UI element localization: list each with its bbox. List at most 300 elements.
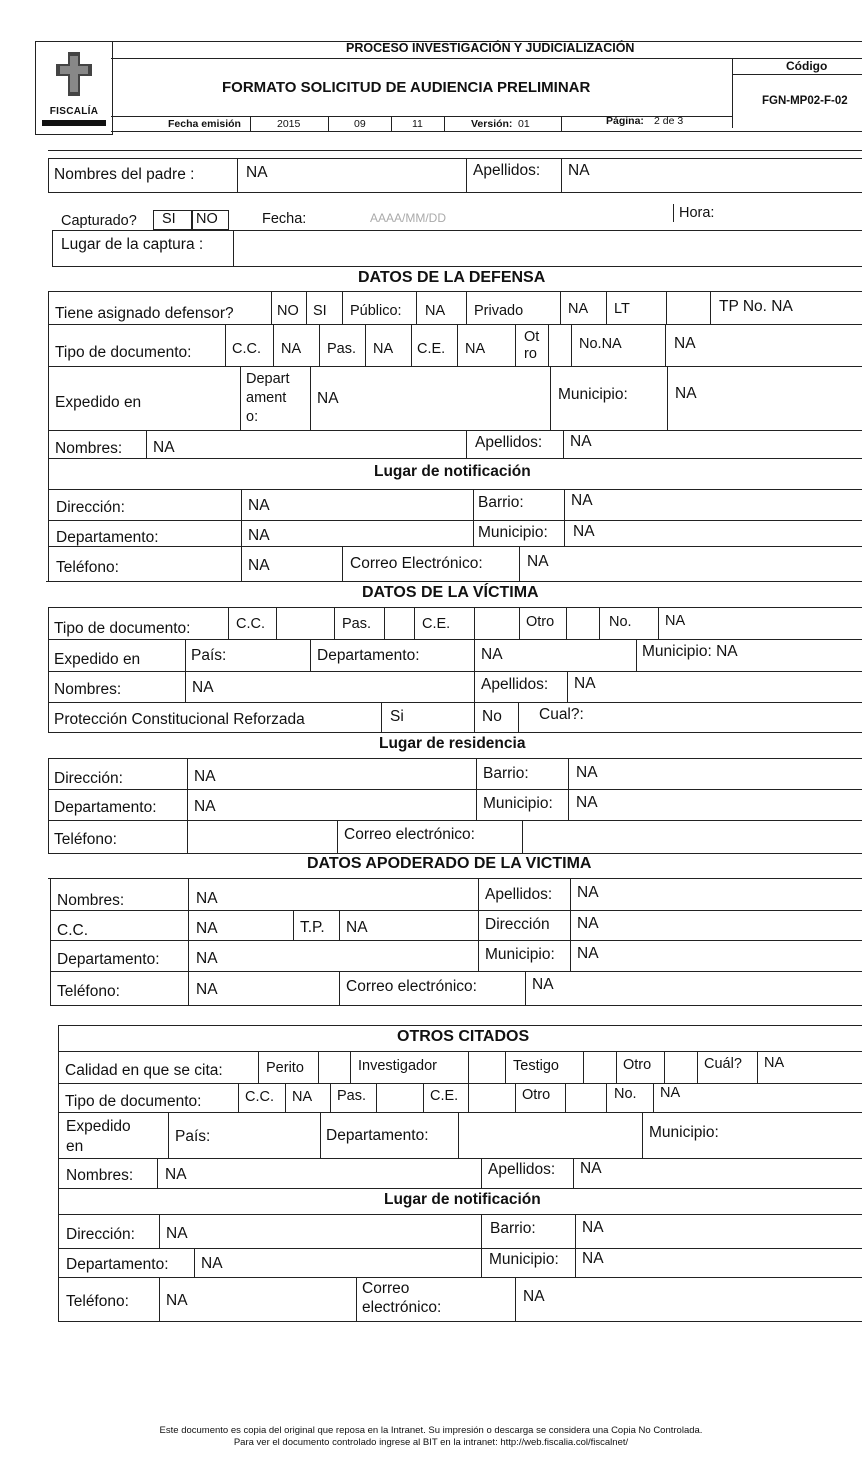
residencia-municipio-value[interactable]: NA bbox=[576, 794, 598, 811]
footer-line-1: Este documento es copia del original que reposa en la Intranet. Su impresión o descarga se considera una Copia No Controlada. bbox=[159, 1425, 703, 1436]
col-line bbox=[481, 1158, 482, 1188]
defensa-municipio2-value[interactable]: NA bbox=[573, 523, 595, 540]
otros-nombres-label: Nombres: bbox=[66, 1167, 134, 1184]
col-line bbox=[376, 1083, 377, 1112]
col-line bbox=[330, 1083, 331, 1112]
col-line bbox=[474, 639, 475, 732]
defensa-apellidos-label: Apellidos: bbox=[475, 434, 543, 451]
capturado-label: Capturado? bbox=[61, 213, 137, 229]
defensa-nombres-value[interactable]: NA bbox=[153, 439, 175, 456]
col-line bbox=[710, 291, 711, 324]
col-line bbox=[416, 291, 417, 324]
col-line bbox=[48, 489, 49, 581]
otros-cc-value[interactable]: NA bbox=[292, 1089, 313, 1105]
col-line bbox=[697, 1051, 698, 1083]
victima-no-label: No. bbox=[609, 614, 632, 630]
meta-sep bbox=[561, 116, 562, 131]
col-line bbox=[664, 1051, 665, 1083]
otros-correo-value[interactable]: NA bbox=[523, 1288, 545, 1305]
col-line bbox=[50, 878, 51, 1005]
victima-nombres-value[interactable]: NA bbox=[192, 679, 214, 696]
defensa-departamento-label: Departamento: bbox=[56, 529, 159, 546]
apoderado-apellidos-value[interactable]: NA bbox=[577, 884, 599, 901]
format-title: FORMATO SOLICITUD DE AUDIENCIA PRELIMINAR bbox=[222, 79, 591, 96]
defensa-departamento-value[interactable]: NA bbox=[248, 527, 270, 544]
defensa-depto-value[interactable]: NA bbox=[317, 390, 339, 407]
lugar-captura-label: Lugar de la captura : bbox=[61, 236, 204, 253]
residencia-direccion-label: Dirección: bbox=[54, 770, 123, 787]
residencia-telefono-label: Teléfono: bbox=[54, 831, 117, 848]
defensa-depto-line3: o: bbox=[246, 409, 259, 425]
otros-title: OTROS CITADOS bbox=[397, 1028, 530, 1045]
col-line bbox=[636, 639, 637, 671]
defensa-title: DATOS DE LA DEFENSA bbox=[358, 269, 546, 286]
apoderado-direccion-label: Dirección bbox=[485, 916, 550, 933]
col-line bbox=[606, 291, 607, 324]
col-line bbox=[285, 1083, 286, 1112]
col-line bbox=[561, 158, 562, 192]
row-line bbox=[48, 639, 862, 640]
row-line bbox=[48, 192, 862, 193]
tp-label[interactable]: TP No. NA bbox=[719, 298, 793, 315]
otros-barrio-label: Barrio: bbox=[490, 1220, 536, 1237]
fecha-emision-label: Fecha emisión bbox=[168, 118, 241, 130]
col-line bbox=[653, 1083, 654, 1112]
pagina-label: Página: bbox=[606, 115, 644, 127]
col-line bbox=[473, 489, 474, 546]
victima-pas-label: Pas. bbox=[342, 616, 372, 632]
apoderado-tp-value[interactable]: NA bbox=[346, 919, 368, 936]
otros-telefono-value[interactable]: NA bbox=[166, 1292, 188, 1309]
row-line bbox=[48, 820, 862, 821]
victima-departamento-label: Departamento: bbox=[317, 647, 420, 664]
col-line bbox=[306, 291, 307, 324]
col-line bbox=[560, 291, 561, 324]
row-line bbox=[48, 853, 862, 854]
row-line bbox=[48, 430, 862, 431]
victima-tipo-doc-label: Tipo de documento: bbox=[54, 620, 191, 637]
defensa-apellidos-value[interactable]: NA bbox=[570, 433, 592, 450]
defensa-otro-line2: ro bbox=[524, 346, 537, 362]
col-line bbox=[48, 607, 49, 732]
calidad-investigador: Investigador bbox=[358, 1058, 437, 1074]
row-line bbox=[48, 546, 862, 547]
apoderado-municipio-label: Municipio: bbox=[485, 946, 555, 963]
otros-notif-title: Lugar de notificación bbox=[384, 1191, 541, 1208]
fecha-field[interactable]: AAAA/MM/DD bbox=[370, 211, 447, 225]
otros-municipio-label: Municipio: bbox=[649, 1124, 719, 1141]
row-line bbox=[48, 878, 862, 879]
row-line bbox=[48, 150, 862, 151]
otros-municipio2-value[interactable]: NA bbox=[582, 1250, 604, 1267]
col-line bbox=[519, 607, 520, 639]
asignado-label: Tiene asignado defensor? bbox=[55, 305, 234, 322]
col-line bbox=[571, 324, 572, 366]
otros-ce-label: C.E. bbox=[430, 1088, 459, 1104]
col-line bbox=[518, 702, 519, 732]
col-line bbox=[318, 1051, 319, 1083]
residencia-barrio-value[interactable]: NA bbox=[576, 764, 598, 781]
row-line bbox=[58, 1321, 862, 1322]
apoderado-nombres-label: Nombres: bbox=[57, 892, 125, 909]
otros-departamento2-value[interactable]: NA bbox=[201, 1255, 223, 1272]
victima-apellidos-label: Apellidos: bbox=[481, 676, 549, 693]
defensa-municipio2-label: Municipio: bbox=[478, 524, 548, 541]
col-line bbox=[515, 324, 516, 366]
defensa-expedido-label: Expedido en bbox=[55, 394, 142, 411]
row-line bbox=[48, 458, 862, 459]
col-line bbox=[194, 1248, 195, 1277]
row-line bbox=[48, 702, 862, 703]
apoderado-cc-label: C.C. bbox=[57, 922, 88, 939]
otros-departamento2-label: Departamento: bbox=[66, 1256, 169, 1273]
col-line bbox=[320, 1112, 321, 1158]
otros-tipo-doc-label: Tipo de documento: bbox=[65, 1093, 202, 1110]
row-line bbox=[58, 1051, 862, 1052]
row-line bbox=[58, 1277, 862, 1278]
defensa-pas-value[interactable]: NA bbox=[373, 341, 394, 357]
residencia-municipio-label: Municipio: bbox=[483, 795, 553, 812]
row-line bbox=[48, 789, 862, 790]
row-line bbox=[58, 1025, 862, 1026]
proteccion-si[interactable]: Si bbox=[390, 708, 404, 725]
row-line bbox=[58, 1158, 862, 1159]
defensa-otro-line1: Ot bbox=[524, 329, 540, 345]
defensa-cc-label: C.C. bbox=[232, 341, 261, 357]
otros-apellidos-label: Apellidos: bbox=[488, 1161, 556, 1178]
row-line bbox=[48, 758, 862, 759]
col-line bbox=[665, 324, 666, 366]
col-line bbox=[548, 324, 549, 366]
version-value: 01 bbox=[518, 118, 530, 130]
calidad-cual-value[interactable]: NA bbox=[764, 1055, 785, 1071]
otros-correo-line1: Correo bbox=[362, 1280, 410, 1297]
defensa-pas-label: Pas. bbox=[327, 341, 357, 357]
defensa-depto-line1: Depart bbox=[246, 371, 290, 387]
col-line bbox=[271, 291, 272, 324]
otros-cc-label: C.C. bbox=[245, 1089, 274, 1105]
col-line bbox=[519, 546, 520, 581]
col-line bbox=[240, 366, 241, 430]
col-line bbox=[310, 639, 311, 671]
fiscalia-logo bbox=[35, 41, 113, 135]
defensa-ce-value[interactable]: NA bbox=[465, 341, 486, 357]
otros-no-value[interactable]: NA bbox=[660, 1085, 681, 1101]
col-line bbox=[342, 291, 343, 324]
otros-pais-label: País: bbox=[175, 1128, 211, 1145]
victima-pais-label: País: bbox=[191, 647, 227, 664]
otros-no-label: No. bbox=[614, 1086, 637, 1102]
col-line bbox=[233, 230, 234, 266]
col-line bbox=[411, 324, 412, 366]
defensa-cc-value[interactable]: NA bbox=[281, 341, 302, 357]
otros-correo-line2: electrónico: bbox=[362, 1299, 442, 1316]
apoderado-nombres-value[interactable]: NA bbox=[196, 890, 218, 907]
col-line bbox=[573, 1158, 574, 1188]
row-line bbox=[52, 230, 862, 231]
col-line bbox=[339, 910, 340, 940]
col-line bbox=[642, 1112, 643, 1158]
col-line bbox=[474, 607, 475, 639]
row-line bbox=[48, 607, 862, 608]
fecha-year: 2015 bbox=[277, 118, 301, 130]
otros-expedido-line1: Expedido bbox=[66, 1118, 131, 1135]
col-line bbox=[342, 546, 343, 581]
victima-ce-label: C.E. bbox=[422, 616, 451, 632]
codigo-label: Código bbox=[786, 59, 828, 73]
row-line bbox=[58, 1248, 862, 1249]
col-line bbox=[458, 1112, 459, 1158]
publico-label: Público: bbox=[350, 303, 402, 319]
version-label: Versión: bbox=[471, 118, 513, 130]
row-line bbox=[50, 940, 862, 941]
col-line bbox=[365, 324, 366, 366]
lt-label: LT bbox=[614, 301, 630, 317]
footer-line-2: Para ver el documento controlado ingrese al BIT en la intranet: http://web.fiscalia.col/fiscalnet/ bbox=[233, 1437, 629, 1449]
victima-municipio-label[interactable]: Municipio: NA bbox=[642, 643, 738, 660]
defensa-municipio-value[interactable]: NA bbox=[675, 385, 697, 402]
col-line bbox=[505, 1051, 506, 1083]
victima-expedido-label: Expedido en bbox=[54, 651, 141, 668]
apoderado-departamento-value[interactable]: NA bbox=[196, 950, 218, 967]
col-line bbox=[575, 1214, 576, 1277]
capturado-no: NO bbox=[196, 211, 218, 227]
col-line bbox=[237, 158, 238, 192]
col-line bbox=[468, 1051, 469, 1083]
otros-barrio-value[interactable]: NA bbox=[582, 1219, 604, 1236]
col-line bbox=[666, 291, 667, 324]
victima-nombres-label: Nombres: bbox=[54, 681, 122, 698]
col-line bbox=[293, 910, 294, 940]
col-line bbox=[188, 878, 189, 1005]
row-line bbox=[50, 1005, 862, 1006]
col-line bbox=[48, 758, 49, 853]
fiscalia-emblem-icon bbox=[54, 50, 94, 98]
col-line bbox=[565, 1083, 566, 1112]
apoderado-correo-value[interactable]: NA bbox=[532, 976, 554, 993]
otros-nombres-value[interactable]: NA bbox=[165, 1166, 187, 1183]
residencia-barrio-label: Barrio: bbox=[483, 765, 529, 782]
col-line bbox=[238, 1083, 239, 1112]
apoderado-apellidos-label: Apellidos: bbox=[485, 886, 553, 903]
otros-pas-label: Pas. bbox=[337, 1088, 367, 1104]
defensa-telefono-value[interactable]: NA bbox=[248, 557, 270, 574]
privado-label: Privado bbox=[474, 303, 524, 319]
victima-apellidos-value[interactable]: NA bbox=[574, 675, 596, 692]
defensor-si[interactable]: SI bbox=[313, 303, 327, 319]
row-line bbox=[58, 1188, 862, 1189]
col-line bbox=[159, 1214, 160, 1248]
row-line bbox=[46, 581, 862, 582]
col-line bbox=[319, 324, 320, 366]
fecha-month: 09 bbox=[354, 118, 366, 130]
defensor-no[interactable]: NO bbox=[277, 303, 299, 319]
hora-label: Hora: bbox=[679, 205, 715, 221]
otros-direccion-label: Dirección: bbox=[66, 1226, 135, 1243]
residencia-correo-label: Correo electrónico: bbox=[344, 826, 475, 843]
col-line bbox=[468, 1083, 469, 1112]
defensa-municipio-label: Municipio: bbox=[558, 386, 628, 403]
proteccion-label: Protección Constitucional Reforzada bbox=[54, 711, 305, 728]
col-line bbox=[466, 430, 467, 458]
row-line bbox=[48, 158, 862, 159]
col-line bbox=[673, 204, 674, 222]
col-line bbox=[466, 158, 467, 192]
apoderado-telefono-value[interactable]: NA bbox=[196, 981, 218, 998]
defensa-no-value[interactable]: NA bbox=[674, 335, 696, 352]
apoderado-departamento-label: Departamento: bbox=[57, 951, 160, 968]
otros-departamento-label: Departamento: bbox=[326, 1127, 429, 1144]
col-line bbox=[564, 489, 565, 546]
col-line bbox=[466, 291, 467, 324]
otros-direccion-value[interactable]: NA bbox=[166, 1225, 188, 1242]
padre-label: Nombres del padre : bbox=[54, 166, 195, 183]
apoderado-municipio-value[interactable]: NA bbox=[577, 945, 599, 962]
col-line bbox=[550, 366, 551, 430]
otros-otro-label: Otro bbox=[522, 1087, 551, 1103]
process-title: PROCESO INVESTIGACIÓN Y JUDICIALIZACIÓN bbox=[346, 41, 635, 55]
row-line bbox=[48, 520, 862, 521]
victima-title: DATOS DE LA VÍCTIMA bbox=[362, 584, 539, 601]
victima-departamento-value[interactable]: NA bbox=[481, 646, 503, 663]
logo-bar bbox=[42, 120, 106, 126]
otros-telefono-label: Teléfono: bbox=[66, 1293, 129, 1310]
defensa-telefono-label: Teléfono: bbox=[56, 559, 119, 576]
header-meta-bottom bbox=[111, 131, 862, 132]
residencia-departamento-value[interactable]: NA bbox=[194, 798, 216, 815]
col-line bbox=[567, 671, 568, 702]
row-line bbox=[50, 910, 862, 911]
defensa-tipo-doc-label: Tipo de documento: bbox=[55, 344, 192, 361]
residencia-departamento-label: Departamento: bbox=[54, 799, 157, 816]
meta-sep bbox=[444, 116, 445, 131]
privado-value[interactable]: NA bbox=[568, 301, 589, 317]
defensa-ce-label: C.E. bbox=[417, 341, 446, 357]
col-line bbox=[48, 158, 49, 192]
col-line bbox=[566, 607, 567, 639]
apoderado-correo-label: Correo electrónico: bbox=[346, 978, 477, 995]
col-line bbox=[241, 489, 242, 581]
padre-value[interactable]: NA bbox=[246, 164, 268, 181]
col-line bbox=[606, 1083, 607, 1112]
meta-sep bbox=[391, 116, 392, 131]
logo-text: FISCALÍA bbox=[49, 106, 99, 117]
defensa-direccion-value[interactable]: NA bbox=[248, 497, 270, 514]
padre-apellidos-value[interactable]: NA bbox=[568, 162, 590, 179]
col-line bbox=[225, 324, 226, 366]
col-line bbox=[570, 878, 571, 971]
row-line bbox=[52, 266, 862, 267]
row-line bbox=[48, 732, 862, 733]
residencia-direccion-value[interactable]: NA bbox=[194, 768, 216, 785]
otros-municipio2-label: Municipio: bbox=[489, 1251, 559, 1268]
otros-expedido-line2: en bbox=[66, 1138, 84, 1155]
codigo-value: FGN-MP02-F-02 bbox=[762, 95, 848, 107]
col-line bbox=[157, 1158, 158, 1188]
meta-sep bbox=[328, 116, 329, 131]
apoderado-telefono-label: Teléfono: bbox=[57, 983, 120, 1000]
col-line bbox=[667, 366, 668, 430]
col-line bbox=[616, 1051, 617, 1083]
col-line bbox=[146, 430, 147, 458]
victima-no-value[interactable]: NA bbox=[665, 613, 686, 629]
apoderado-title: DATOS APODERADO DE LA VICTIMA bbox=[307, 855, 592, 872]
calidad-otro: Otro bbox=[623, 1057, 652, 1073]
calidad-label: Calidad en que se cita: bbox=[65, 1062, 223, 1079]
defensa-correo-label: Correo Electrónico: bbox=[350, 555, 483, 572]
col-line bbox=[515, 1277, 516, 1321]
defensa-nombres-label: Nombres: bbox=[55, 440, 123, 457]
col-line bbox=[350, 1051, 351, 1083]
calidad-testigo: Testigo bbox=[513, 1058, 559, 1074]
col-line bbox=[658, 607, 659, 639]
col-line bbox=[337, 820, 338, 853]
victima-otro-label: Otro bbox=[526, 614, 555, 630]
col-line bbox=[515, 1083, 516, 1112]
capturado-si: SI bbox=[162, 211, 176, 227]
row-line bbox=[58, 1083, 862, 1084]
calidad-perito: Perito bbox=[266, 1060, 304, 1076]
col-line bbox=[563, 430, 564, 458]
padre-apellidos-label: Apellidos: bbox=[473, 162, 541, 179]
victima-cc-label: C.C. bbox=[236, 616, 265, 632]
row-line bbox=[48, 671, 862, 672]
col-line bbox=[525, 971, 526, 1005]
residencia-title: Lugar de residencia bbox=[379, 735, 526, 752]
apoderado-cc-value[interactable]: NA bbox=[196, 920, 218, 937]
row-line bbox=[48, 366, 862, 367]
col-line bbox=[310, 366, 311, 430]
col-line bbox=[384, 607, 385, 639]
publico-value[interactable]: NA bbox=[425, 303, 446, 319]
col-line bbox=[423, 1083, 424, 1112]
col-line bbox=[52, 230, 53, 266]
footer-notice bbox=[0, 1425, 862, 1450]
calidad-cual-label: Cuál? bbox=[704, 1056, 742, 1072]
col-line bbox=[583, 1051, 584, 1083]
proteccion-cual-label: Cual?: bbox=[539, 706, 584, 723]
row-line bbox=[58, 1112, 862, 1113]
pagina-value: 2 de 3 bbox=[654, 115, 684, 127]
row-line bbox=[48, 489, 862, 490]
col-line bbox=[481, 1214, 482, 1277]
row-line bbox=[58, 1214, 862, 1215]
col-line bbox=[356, 1277, 357, 1321]
defensa-direccion-label: Dirección: bbox=[56, 499, 125, 516]
col-line bbox=[457, 324, 458, 366]
col-line bbox=[339, 971, 340, 1005]
col-line bbox=[159, 1277, 160, 1321]
row-line bbox=[48, 291, 862, 292]
apoderado-direccion-value[interactable]: NA bbox=[577, 915, 599, 932]
proteccion-no[interactable]: No bbox=[482, 708, 502, 725]
fecha-label: Fecha: bbox=[262, 211, 307, 227]
col-line bbox=[522, 820, 523, 853]
col-line bbox=[168, 1112, 169, 1158]
codigo-divider bbox=[732, 58, 733, 128]
header-divider bbox=[111, 58, 862, 59]
defensa-barrio-value[interactable]: NA bbox=[571, 492, 593, 509]
col-line bbox=[381, 702, 382, 732]
col-line bbox=[334, 607, 335, 639]
col-line bbox=[414, 607, 415, 639]
otros-apellidos-value[interactable]: NA bbox=[580, 1160, 602, 1177]
defensa-correo-value[interactable]: NA bbox=[527, 553, 549, 570]
meta-sep bbox=[250, 116, 251, 131]
col-line bbox=[599, 607, 600, 639]
fecha-day: 11 bbox=[412, 118, 423, 130]
defensa-depto-line2: ament bbox=[246, 390, 287, 406]
